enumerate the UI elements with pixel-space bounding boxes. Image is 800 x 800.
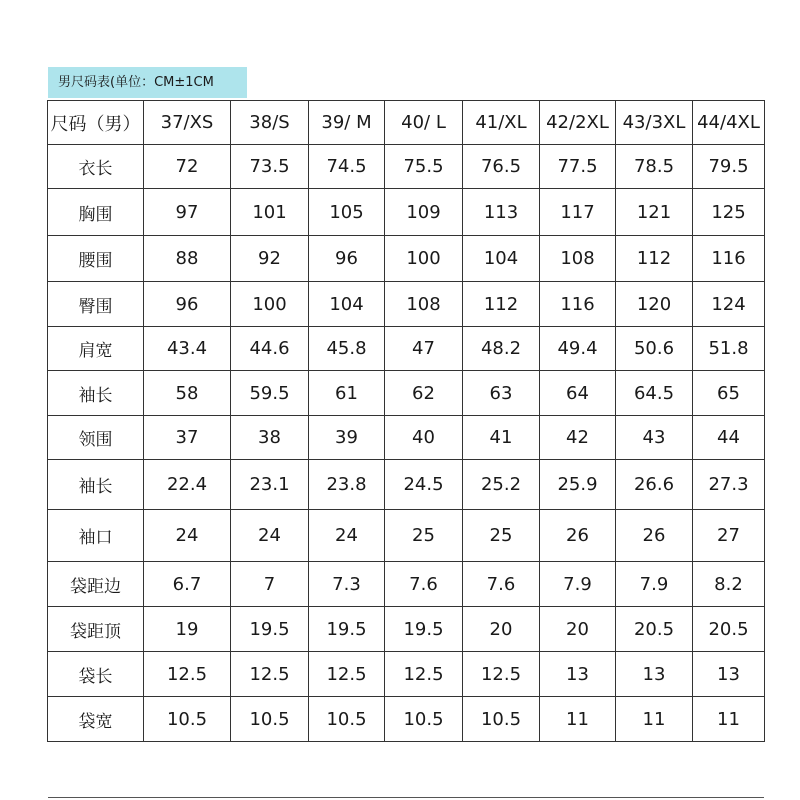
table-cell: 42 — [540, 416, 616, 460]
table-cell: 112 — [616, 236, 693, 282]
table-cell: 25.9 — [540, 460, 616, 510]
table-cell: 22.4 — [144, 460, 231, 510]
table-cell: 61 — [309, 371, 385, 416]
table-cell: 77.5 — [540, 145, 616, 189]
header-cell: 44/4XL — [693, 101, 765, 145]
table-cell: 76.5 — [463, 145, 540, 189]
table-cell: 73.5 — [231, 145, 309, 189]
bottom-divider — [48, 797, 764, 798]
table-row — [48, 562, 765, 607]
table-cell: 7.6 — [385, 562, 463, 607]
table-cell: 23.1 — [231, 460, 309, 510]
table-cell: 24 — [144, 510, 231, 562]
table-cell: 121 — [616, 189, 693, 236]
table-cell: 64 — [540, 371, 616, 416]
row-label: 胸围 — [48, 189, 144, 236]
table-cell: 79.5 — [693, 145, 765, 189]
table-cell: 97 — [144, 189, 231, 236]
table-cell: 20 — [463, 607, 540, 652]
table-cell: 51.8 — [693, 327, 765, 371]
table-cell: 75.5 — [385, 145, 463, 189]
table-row — [48, 145, 765, 189]
table-row — [48, 460, 765, 510]
table-cell: 8.2 — [693, 562, 765, 607]
table-cell: 27 — [693, 510, 765, 562]
table-cell: 12.5 — [309, 652, 385, 697]
table-cell: 19.5 — [309, 607, 385, 652]
table-row — [48, 697, 765, 742]
table-row — [48, 607, 765, 652]
table-cell: 124 — [693, 282, 765, 327]
table-cell: 117 — [540, 189, 616, 236]
table-cell: 19.5 — [231, 607, 309, 652]
table-cell: 108 — [385, 282, 463, 327]
table-cell: 20.5 — [616, 607, 693, 652]
table-cell: 96 — [309, 236, 385, 282]
table-cell: 88 — [144, 236, 231, 282]
table-cell: 26 — [616, 510, 693, 562]
table-cell: 25 — [463, 510, 540, 562]
size-table — [47, 100, 765, 742]
table-cell: 10.5 — [309, 697, 385, 742]
table-cell: 39 — [309, 416, 385, 460]
table-cell: 7 — [231, 562, 309, 607]
table-cell: 96 — [144, 282, 231, 327]
table-cell: 24 — [309, 510, 385, 562]
table-row — [48, 510, 765, 562]
table-cell: 12.5 — [231, 652, 309, 697]
table-cell: 19.5 — [385, 607, 463, 652]
table-cell: 105 — [309, 189, 385, 236]
table-cell: 27.3 — [693, 460, 765, 510]
table-cell: 13 — [540, 652, 616, 697]
header-cell: 41/XL — [463, 101, 540, 145]
table-cell: 10.5 — [144, 697, 231, 742]
table-cell: 40 — [385, 416, 463, 460]
table-cell: 58 — [144, 371, 231, 416]
table-cell: 104 — [309, 282, 385, 327]
table-cell: 44 — [693, 416, 765, 460]
table-cell: 45.8 — [309, 327, 385, 371]
table-row — [48, 236, 765, 282]
table-cell: 64.5 — [616, 371, 693, 416]
table-cell: 100 — [231, 282, 309, 327]
size-chart-title: 男尺码表(单位：CM±1CM — [48, 67, 247, 98]
table-header-row — [48, 101, 765, 145]
table-row — [48, 371, 765, 416]
table-cell: 25 — [385, 510, 463, 562]
table-row — [48, 189, 765, 236]
table-row — [48, 327, 765, 371]
row-label: 袖长 — [48, 371, 144, 416]
table-cell: 11 — [693, 697, 765, 742]
table-cell: 109 — [385, 189, 463, 236]
row-label: 袋距边 — [48, 562, 144, 607]
table-cell: 48.2 — [463, 327, 540, 371]
table-cell: 11 — [540, 697, 616, 742]
table-cell: 62 — [385, 371, 463, 416]
table-cell: 43 — [616, 416, 693, 460]
table-cell: 108 — [540, 236, 616, 282]
row-label: 袖长 — [48, 460, 144, 510]
table-cell: 59.5 — [231, 371, 309, 416]
header-cell: 38/S — [231, 101, 309, 145]
table-cell: 26.6 — [616, 460, 693, 510]
table-cell: 7.3 — [309, 562, 385, 607]
table-cell: 125 — [693, 189, 765, 236]
row-label: 衣长 — [48, 145, 144, 189]
header-cell: 39/ M — [309, 101, 385, 145]
table-cell: 113 — [463, 189, 540, 236]
row-label: 腰围 — [48, 236, 144, 282]
table-cell: 63 — [463, 371, 540, 416]
table-cell: 12.5 — [463, 652, 540, 697]
table-cell: 38 — [231, 416, 309, 460]
row-label: 臀围 — [48, 282, 144, 327]
row-label: 肩宽 — [48, 327, 144, 371]
table-cell: 7.9 — [540, 562, 616, 607]
row-label: 袖口 — [48, 510, 144, 562]
table-cell: 26 — [540, 510, 616, 562]
table-cell: 50.6 — [616, 327, 693, 371]
table-cell: 112 — [463, 282, 540, 327]
table-row — [48, 652, 765, 697]
header-cell: 37/XS — [144, 101, 231, 145]
table-cell: 78.5 — [616, 145, 693, 189]
table-cell: 12.5 — [385, 652, 463, 697]
table-cell: 24.5 — [385, 460, 463, 510]
table-cell: 101 — [231, 189, 309, 236]
header-cell: 40/ L — [385, 101, 463, 145]
table-cell: 47 — [385, 327, 463, 371]
header-cell: 42/2XL — [540, 101, 616, 145]
table-cell: 24 — [231, 510, 309, 562]
table-cell: 41 — [463, 416, 540, 460]
table-cell: 104 — [463, 236, 540, 282]
table-cell: 25.2 — [463, 460, 540, 510]
row-label: 领围 — [48, 416, 144, 460]
table-cell: 44.6 — [231, 327, 309, 371]
table-cell: 7.6 — [463, 562, 540, 607]
header-cell: 43/3XL — [616, 101, 693, 145]
table-cell: 6.7 — [144, 562, 231, 607]
table-cell: 49.4 — [540, 327, 616, 371]
table-cell: 92 — [231, 236, 309, 282]
row-label: 袋距顶 — [48, 607, 144, 652]
table-cell: 116 — [540, 282, 616, 327]
table-cell: 13 — [693, 652, 765, 697]
table-cell: 43.4 — [144, 327, 231, 371]
table-cell: 100 — [385, 236, 463, 282]
table-cell: 10.5 — [231, 697, 309, 742]
table-cell: 13 — [616, 652, 693, 697]
table-cell: 74.5 — [309, 145, 385, 189]
table-cell: 11 — [616, 697, 693, 742]
table-cell: 19 — [144, 607, 231, 652]
table-cell: 65 — [693, 371, 765, 416]
table-cell: 72 — [144, 145, 231, 189]
table-cell: 23.8 — [309, 460, 385, 510]
row-label: 袋宽 — [48, 697, 144, 742]
table-cell: 10.5 — [463, 697, 540, 742]
table-row — [48, 282, 765, 327]
header-cell: 尺码（男） — [48, 101, 144, 145]
table-cell: 20.5 — [693, 607, 765, 652]
table-row — [48, 416, 765, 460]
table-cell: 12.5 — [144, 652, 231, 697]
table-cell: 120 — [616, 282, 693, 327]
row-label: 袋长 — [48, 652, 144, 697]
table-cell: 37 — [144, 416, 231, 460]
table-cell: 7.9 — [616, 562, 693, 607]
table-cell: 10.5 — [385, 697, 463, 742]
table-cell: 116 — [693, 236, 765, 282]
table-cell: 20 — [540, 607, 616, 652]
